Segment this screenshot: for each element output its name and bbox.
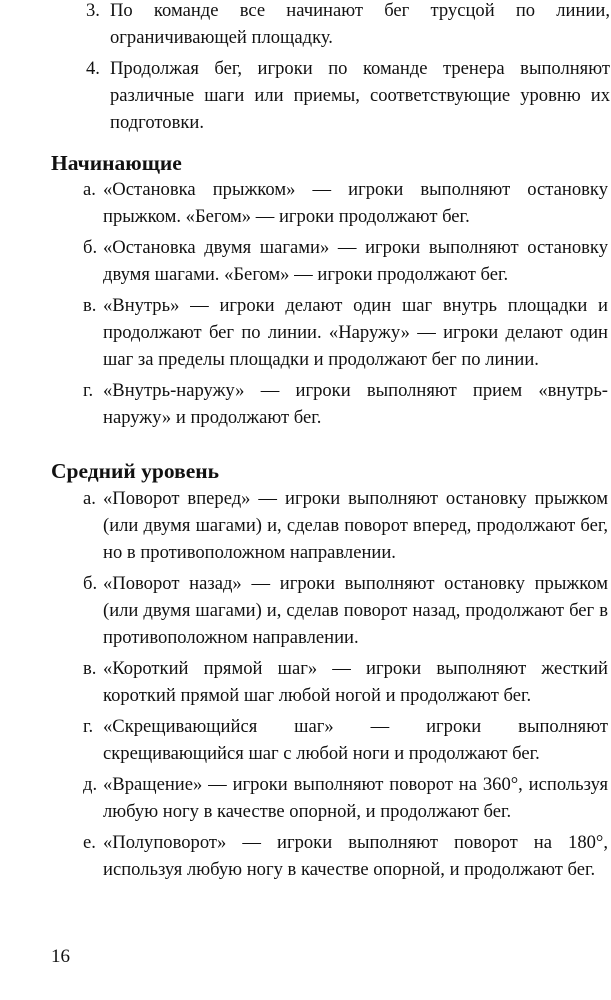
- list-item: [83, 485, 608, 566]
- item-marker: г.: [83, 380, 94, 401]
- item-text: «Поворот вперед» — игроки выполняют остановку прыжком (или двумя шагами) и, сделав поворот вперед, продолжают бег, но в противоположном направлении.: [103, 488, 608, 563]
- list-item: [83, 292, 608, 373]
- beginners-list: [0, 176, 611, 431]
- list-item: [83, 771, 608, 825]
- section-heading-intermediate: Средний уровень: [51, 459, 219, 483]
- page-number: 16: [51, 946, 70, 967]
- item-marker: в.: [83, 658, 97, 679]
- list-item: [83, 377, 608, 431]
- list-item: [83, 655, 608, 709]
- intermediate-list: [0, 485, 611, 883]
- item-text: «Внутрь» — игроки делают один шаг внутрь площадки и продолжают бег по линии. «Наружу» — игроки делают один шаг за пределы площадки и продолжают бег по линии.: [103, 295, 608, 370]
- list-item: [86, 55, 610, 136]
- list-item: [83, 570, 608, 651]
- item-text: «Остановка прыжком» — игроки выполняют остановку прыжком. «Бегом» — игроки продолжают бег.: [103, 179, 608, 227]
- list-item: [86, 0, 610, 51]
- item-marker: а.: [83, 179, 96, 200]
- item-marker: е.: [83, 832, 96, 853]
- item-marker: а.: [83, 488, 96, 509]
- item-marker: 3.: [86, 0, 100, 21]
- item-text: «Поворот назад» — игроки выполняют остановку прыжком (или двумя шагами) и, сделав поворот назад, продолжают бег в противоположном направлении.: [103, 573, 608, 648]
- item-marker: г.: [83, 716, 94, 737]
- item-text: Продолжая бег, игроки по команде тренера выполняют различные шаги или приемы, соответствующие уровню их подготовки.: [110, 58, 610, 133]
- item-text: «Вращение» — игроки выполняют поворот на 360°, используя любую ногу в качестве опорной, и продолжают бег.: [103, 774, 608, 822]
- item-marker: б.: [83, 573, 98, 594]
- section-heading-beginners: Начинающие: [51, 151, 182, 175]
- list-item: [83, 713, 608, 767]
- list-item: [83, 234, 608, 288]
- item-text: «Остановка двумя шагами» — игроки выполняют остановку двумя шагами. «Бегом» — игроки продолжают бег.: [103, 237, 608, 285]
- list-item: [83, 176, 608, 230]
- item-marker: 4.: [86, 58, 100, 79]
- item-marker: б.: [83, 237, 98, 258]
- item-text: «Полуповорот» — игроки выполняют поворот на 180°, используя любую ногу в качестве опорной, и продолжают бег.: [103, 832, 608, 880]
- item-marker: д.: [83, 774, 98, 795]
- item-text: «Короткий прямой шаг» — игроки выполняют жесткий короткий прямой шаг любой ногой и продолжают бег.: [103, 658, 608, 706]
- list-item: [83, 829, 608, 883]
- item-text: «Внутрь-наружу» — игроки выполняют прием «внутрь-наружу» и продолжают бег.: [103, 380, 608, 428]
- intro-list: [0, 0, 611, 136]
- item-text: «Скрещивающийся шаг» — игроки выполняют скрещивающийся шаг с любой ноги и продолжают бег.: [103, 716, 608, 764]
- item-marker: в.: [83, 295, 97, 316]
- item-text: По команде все начинают бег трусцой по линии, ограничивающей площадку.: [110, 0, 610, 48]
